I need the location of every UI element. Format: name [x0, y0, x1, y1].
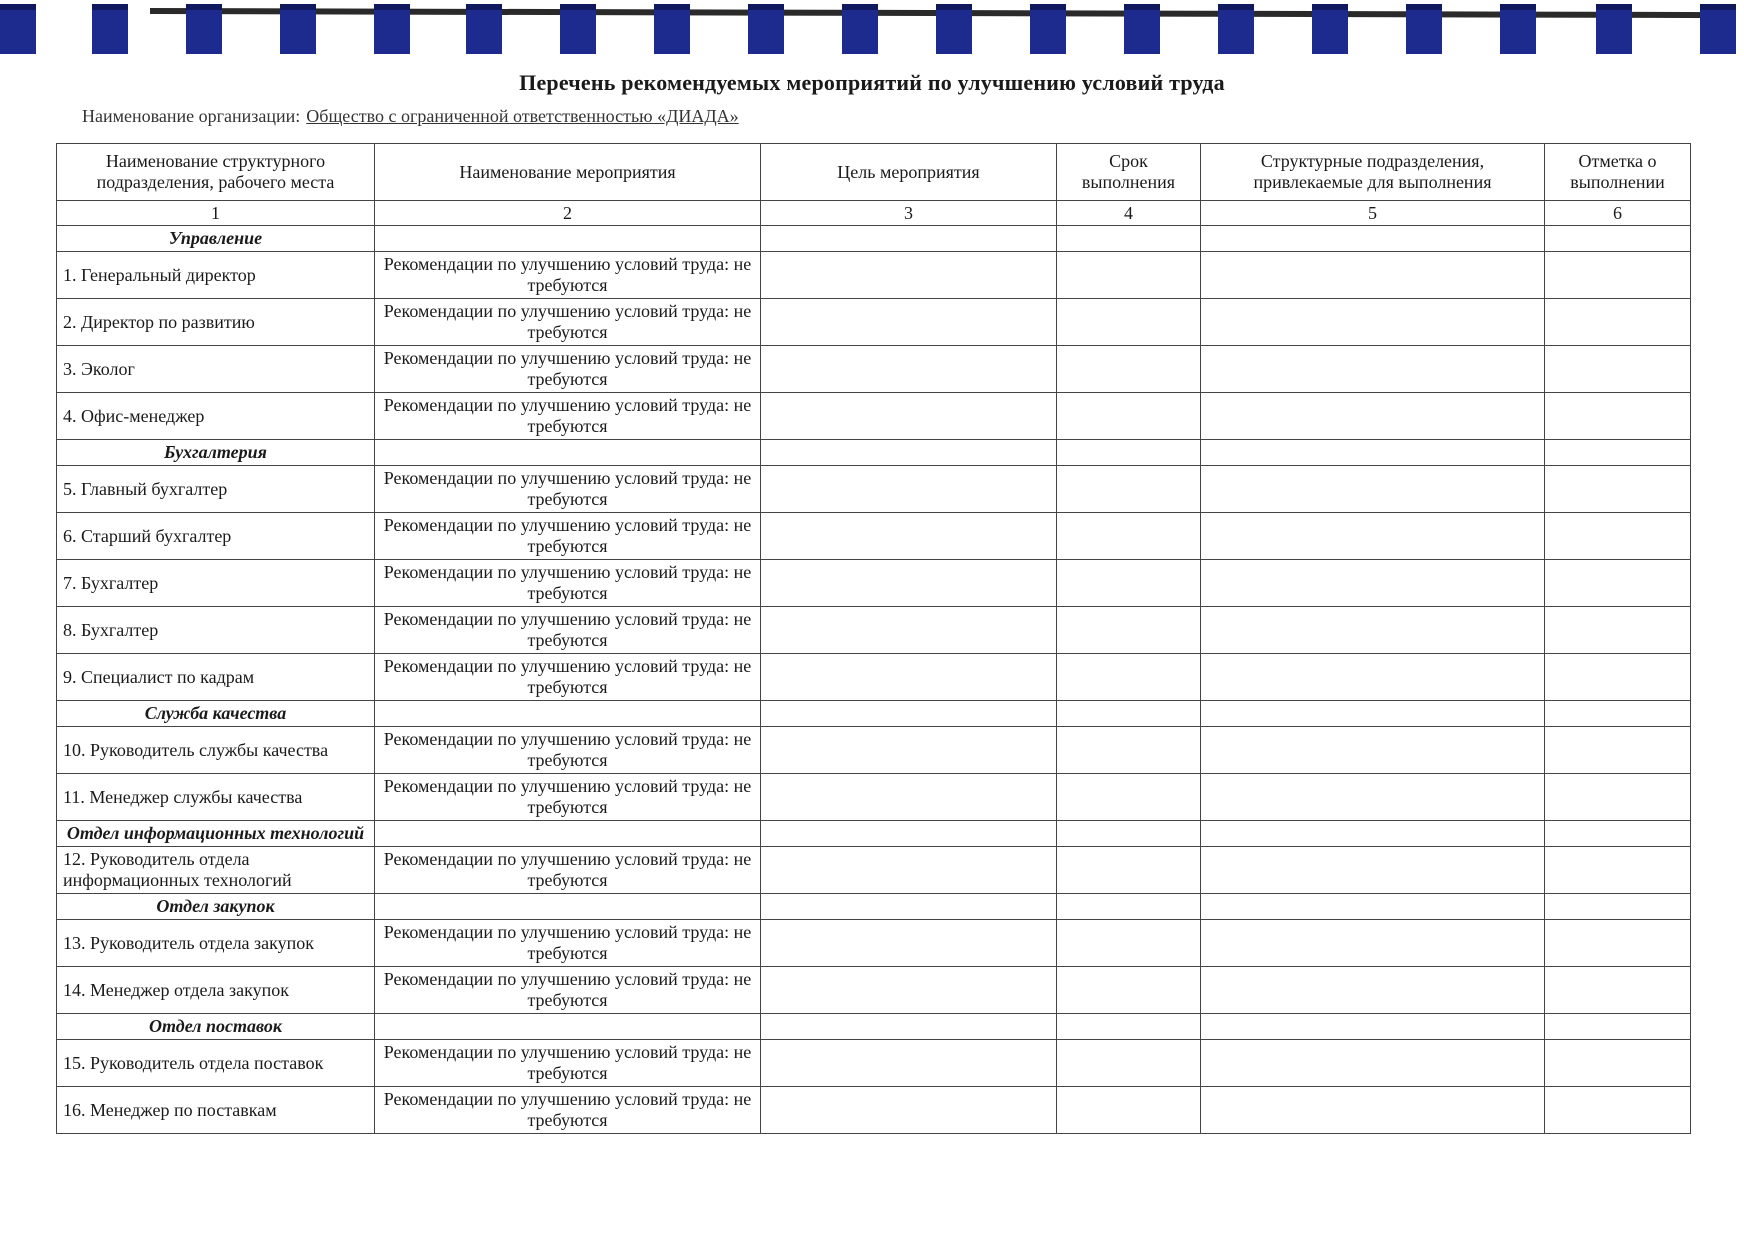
- empty-cell: [1057, 894, 1201, 920]
- binding-hole: [1500, 4, 1536, 54]
- section-name: Управление: [57, 226, 375, 252]
- table-row: [57, 1040, 1691, 1087]
- organization-label: Наименование организации:: [82, 106, 301, 126]
- empty-cell: [1545, 701, 1691, 727]
- table-row: [57, 967, 1691, 1014]
- table-row: [57, 654, 1691, 701]
- workplace-name: 13. Руководитель отдела закупок: [57, 920, 375, 967]
- measure-name: Рекомендации по улучшению условий труда: не требуются: [375, 1087, 761, 1134]
- empty-cell: [1057, 466, 1201, 513]
- empty-cell: [761, 727, 1057, 774]
- empty-cell: [761, 440, 1057, 466]
- empty-cell: [1545, 821, 1691, 847]
- empty-cell: [761, 560, 1057, 607]
- section-row: [57, 1014, 1691, 1040]
- empty-cell: [375, 894, 761, 920]
- binding-hole: [748, 4, 784, 54]
- table-row: [57, 774, 1691, 821]
- empty-cell: [1545, 560, 1691, 607]
- measure-name: Рекомендации по улучшению условий труда: не требуются: [375, 774, 761, 821]
- binding-hole: [1030, 4, 1066, 54]
- section-row: [57, 701, 1691, 727]
- empty-cell: [1545, 920, 1691, 967]
- empty-cell: [1201, 894, 1545, 920]
- empty-cell: [1201, 440, 1545, 466]
- binding-hole: [186, 4, 222, 54]
- empty-cell: [1201, 252, 1545, 299]
- header-row: [57, 144, 1691, 201]
- section-name: Отдел закупок: [57, 894, 375, 920]
- column-number: 2: [375, 201, 761, 226]
- empty-cell: [761, 774, 1057, 821]
- empty-cell: [1545, 847, 1691, 894]
- header-cell: Цель мероприятия: [761, 144, 1057, 201]
- empty-cell: [761, 346, 1057, 393]
- workplace-name: 5. Главный бухгалтер: [57, 466, 375, 513]
- table-row: [57, 847, 1691, 894]
- empty-cell: [761, 701, 1057, 727]
- empty-cell: [1545, 466, 1691, 513]
- empty-cell: [1545, 252, 1691, 299]
- binding-hole: [1312, 4, 1348, 54]
- workplace-name: 7. Бухгалтер: [57, 560, 375, 607]
- binding-hole: [1218, 4, 1254, 54]
- empty-cell: [761, 466, 1057, 513]
- empty-cell: [1057, 607, 1201, 654]
- empty-cell: [761, 1040, 1057, 1087]
- empty-cell: [1201, 1014, 1545, 1040]
- table-row: [57, 1087, 1691, 1134]
- empty-cell: [761, 967, 1057, 1014]
- spiral-binding: [0, 0, 1744, 70]
- empty-cell: [1545, 346, 1691, 393]
- measure-name: Рекомендации по улучшению условий труда: не требуются: [375, 654, 761, 701]
- empty-cell: [761, 821, 1057, 847]
- empty-cell: [1057, 821, 1201, 847]
- header-cell: Наименование мероприятия: [375, 144, 761, 201]
- measure-name: Рекомендации по улучшению условий труда: не требуются: [375, 847, 761, 894]
- organization-name: Общество с ограниченной ответственностью «ДИАДА»: [306, 106, 739, 126]
- empty-cell: [1201, 1087, 1545, 1134]
- table-row: [57, 466, 1691, 513]
- workplace-name: 2. Директор по развитию: [57, 299, 375, 346]
- empty-cell: [1201, 821, 1545, 847]
- table-row: [57, 560, 1691, 607]
- empty-cell: [761, 1087, 1057, 1134]
- empty-cell: [1545, 299, 1691, 346]
- table-row: [57, 607, 1691, 654]
- table-row: [57, 252, 1691, 299]
- column-number: 5: [1201, 201, 1545, 226]
- binding-hole: [654, 4, 690, 54]
- empty-cell: [1201, 967, 1545, 1014]
- column-number: 6: [1545, 201, 1691, 226]
- section-row: [57, 226, 1691, 252]
- empty-cell: [1545, 393, 1691, 440]
- measure-name: Рекомендации по улучшению условий труда: не требуются: [375, 466, 761, 513]
- empty-cell: [1057, 346, 1201, 393]
- empty-cell: [1057, 226, 1201, 252]
- empty-cell: [1201, 226, 1545, 252]
- empty-cell: [1057, 299, 1201, 346]
- empty-cell: [375, 821, 761, 847]
- binding-hole: [560, 4, 596, 54]
- table-row: [57, 513, 1691, 560]
- empty-cell: [1201, 774, 1545, 821]
- empty-cell: [761, 226, 1057, 252]
- empty-cell: [1201, 1040, 1545, 1087]
- empty-cell: [1057, 1014, 1201, 1040]
- section-row: [57, 894, 1691, 920]
- binding-hole: [0, 4, 36, 54]
- empty-cell: [1057, 654, 1201, 701]
- empty-cell: [1545, 1087, 1691, 1134]
- empty-cell: [1545, 1014, 1691, 1040]
- empty-cell: [1545, 1040, 1691, 1087]
- empty-cell: [1057, 1040, 1201, 1087]
- empty-cell: [1057, 774, 1201, 821]
- empty-cell: [1201, 607, 1545, 654]
- workplace-name: 4. Офис-менеджер: [57, 393, 375, 440]
- empty-cell: [761, 1014, 1057, 1040]
- binding-hole: [374, 4, 410, 54]
- binding-hole: [1406, 4, 1442, 54]
- empty-cell: [1201, 466, 1545, 513]
- empty-cell: [1545, 607, 1691, 654]
- header-cell: Отметка о выполнении: [1545, 144, 1691, 201]
- workplace-name: 6. Старший бухгалтер: [57, 513, 375, 560]
- empty-cell: [1057, 513, 1201, 560]
- empty-cell: [1057, 252, 1201, 299]
- empty-cell: [1057, 701, 1201, 727]
- measure-name: Рекомендации по улучшению условий труда: не требуются: [375, 393, 761, 440]
- workplace-name: 9. Специалист по кадрам: [57, 654, 375, 701]
- header-cell: Срок выполнения: [1057, 144, 1201, 201]
- binding-hole: [280, 4, 316, 54]
- table-row: [57, 920, 1691, 967]
- section-name: Отдел поставок: [57, 1014, 375, 1040]
- table-body: [57, 226, 1691, 1134]
- binding-hole: [936, 4, 972, 54]
- table-row: [57, 346, 1691, 393]
- organization-line: [82, 106, 739, 127]
- empty-cell: [1057, 393, 1201, 440]
- empty-cell: [1201, 299, 1545, 346]
- empty-cell: [1545, 654, 1691, 701]
- empty-cell: [761, 847, 1057, 894]
- empty-cell: [1057, 920, 1201, 967]
- column-number-row: [57, 201, 1691, 226]
- table-row: [57, 393, 1691, 440]
- workplace-name: 8. Бухгалтер: [57, 607, 375, 654]
- empty-cell: [1201, 560, 1545, 607]
- binding-hole: [842, 4, 878, 54]
- empty-cell: [761, 920, 1057, 967]
- measure-name: Рекомендации по улучшению условий труда: не требуются: [375, 299, 761, 346]
- empty-cell: [1201, 847, 1545, 894]
- column-number: 3: [761, 201, 1057, 226]
- section-name: Бухгалтерия: [57, 440, 375, 466]
- measure-name: Рекомендации по улучшению условий труда: не требуются: [375, 920, 761, 967]
- empty-cell: [1201, 727, 1545, 774]
- empty-cell: [1545, 727, 1691, 774]
- empty-cell: [761, 894, 1057, 920]
- empty-cell: [1201, 654, 1545, 701]
- empty-cell: [1057, 967, 1201, 1014]
- binding-hole: [466, 4, 502, 54]
- empty-cell: [375, 440, 761, 466]
- binding-hole: [92, 4, 128, 54]
- measures-table: [56, 143, 1691, 1134]
- measure-name: Рекомендации по улучшению условий труда: не требуются: [375, 727, 761, 774]
- workplace-name: 14. Менеджер отдела закупок: [57, 967, 375, 1014]
- empty-cell: [1545, 226, 1691, 252]
- workplace-name: 10. Руководитель службы качества: [57, 727, 375, 774]
- empty-cell: [1201, 920, 1545, 967]
- binding-hole: [1596, 4, 1632, 54]
- empty-cell: [1057, 727, 1201, 774]
- empty-cell: [375, 226, 761, 252]
- section-name: Отдел информационных технологий: [57, 821, 375, 847]
- empty-cell: [1201, 346, 1545, 393]
- empty-cell: [1057, 560, 1201, 607]
- column-number: 1: [57, 201, 375, 226]
- empty-cell: [1545, 967, 1691, 1014]
- workplace-name: 12. Руководитель отдела информационных технологий: [57, 847, 375, 894]
- empty-cell: [1545, 440, 1691, 466]
- measure-name: Рекомендации по улучшению условий труда: не требуются: [375, 252, 761, 299]
- empty-cell: [761, 654, 1057, 701]
- empty-cell: [1201, 701, 1545, 727]
- binding-hole: [1124, 4, 1160, 54]
- workplace-name: 1. Генеральный директор: [57, 252, 375, 299]
- measure-name: Рекомендации по улучшению условий труда: не требуются: [375, 560, 761, 607]
- empty-cell: [1057, 440, 1201, 466]
- empty-cell: [1545, 894, 1691, 920]
- measure-name: Рекомендации по улучшению условий труда: не требуются: [375, 967, 761, 1014]
- empty-cell: [1545, 513, 1691, 560]
- empty-cell: [761, 607, 1057, 654]
- workplace-name: 11. Менеджер службы качества: [57, 774, 375, 821]
- section-row: [57, 440, 1691, 466]
- empty-cell: [761, 252, 1057, 299]
- empty-cell: [1201, 393, 1545, 440]
- workplace-name: 3. Эколог: [57, 346, 375, 393]
- empty-cell: [761, 513, 1057, 560]
- empty-cell: [1057, 1087, 1201, 1134]
- empty-cell: [375, 701, 761, 727]
- measure-name: Рекомендации по улучшению условий труда: не требуются: [375, 513, 761, 560]
- empty-cell: [375, 1014, 761, 1040]
- header-cell: Наименование структурного подразделения, рабочего места: [57, 144, 375, 201]
- table-row: [57, 299, 1691, 346]
- section-row: [57, 821, 1691, 847]
- empty-cell: [1545, 774, 1691, 821]
- empty-cell: [761, 393, 1057, 440]
- section-name: Служба качества: [57, 701, 375, 727]
- workplace-name: 15. Руководитель отдела поставок: [57, 1040, 375, 1087]
- workplace-name: 16. Менеджер по поставкам: [57, 1087, 375, 1134]
- column-number: 4: [1057, 201, 1201, 226]
- measure-name: Рекомендации по улучшению условий труда: не требуются: [375, 1040, 761, 1087]
- measure-name: Рекомендации по улучшению условий труда: не требуются: [375, 607, 761, 654]
- empty-cell: [1201, 513, 1545, 560]
- header-cell: Структурные подразделения, привлекаемые для выполнения: [1201, 144, 1545, 201]
- measure-name: Рекомендации по улучшению условий труда: не требуются: [375, 346, 761, 393]
- table-row: [57, 727, 1691, 774]
- document-title: Перечень рекомендуемых мероприятий по улучшению условий труда: [519, 70, 1225, 95]
- empty-cell: [761, 299, 1057, 346]
- empty-cell: [1057, 847, 1201, 894]
- binding-hole: [1700, 4, 1736, 54]
